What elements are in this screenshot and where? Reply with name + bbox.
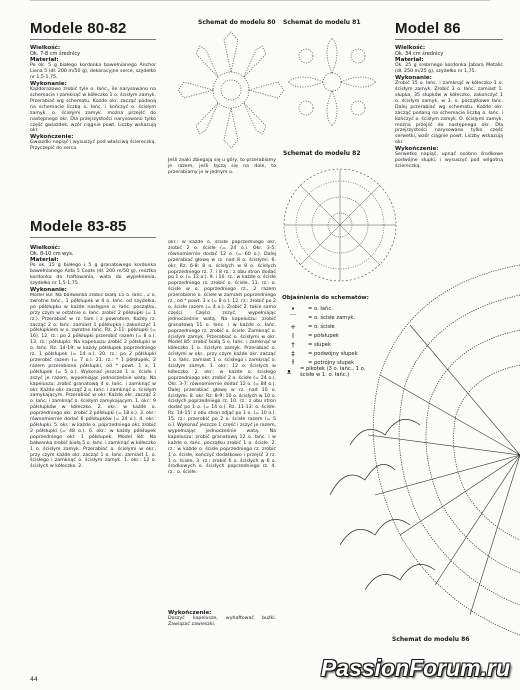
legend-symbol-icon: ⫲ [291,358,295,366]
finish-text: Doszyć kapelusze, wyhaftować buźki. Zawiązać zawieszki. [168,616,276,627]
size-text: Ok. 7-8 cm średnicy [30,51,81,57]
work-text: Każdorazowo zrobić tyle o. łańc., ile narysowano na schemacie i zamknąć w kółeczko 1 o. ścisłym zamyk. Przerabiać wg schematu. Każde okr. zacząć podaną na schemacie liczbą o. łańc. i kończyć o. ścisłym zamyk. o. ścisłymi zamyk. można przejść do następnego okr. Dla przejrzystości narysowano tylko część gwiazdek, wzór ciągnie powt. Liczby wskazują okr. [30,87,156,134]
material-text: Po ok. 5 g białego kordonka bawełnianego Anchor Liana 5 (dł. 200 m/50 g), dekoracyjne serce, szydełko nr 1,5-1,75. [30,63,156,81]
legend-symbol-icon: ⌒ [289,313,297,322]
size-text: Ok. 34 cm średnicy [395,51,444,57]
size-label: Wielkość: [395,45,426,51]
legend-symbol-icon: ᴥ [286,367,292,376]
section-model-80-82 [30,20,156,152]
heading-rule [30,237,156,238]
legend-text: = półsłupek [308,332,339,339]
material-label: Materiał: [395,57,424,64]
schema-86-diagram [270,255,520,650]
size-label: Wielkość: [30,245,61,251]
legend-text: = potrójny słupek [308,359,355,366]
top-rule [30,0,490,1]
finish-text: Serwetkę napiąć, upnąć osobno środkowe podwójne słupki, i wysuszyć pod wilgotną ściereczką. [395,152,503,169]
legend-symbol-icon: + [290,322,296,331]
legend-text: = słupek [308,341,331,348]
legend-text: = podwójny słupek [308,350,358,357]
material-text: Ok. 25 g srebrnego kordonka Jabara Metalic (dł. 250 m/25 g), szydełko nr 1,75. [395,63,503,75]
finish-label: Wykończenie: [168,610,212,616]
work-text: Zrobić 15 o. łańc. i zamknąć w kółeczko 1 o. ścisłym zamyk. Zrobić 3 o. łańc. zamiast 1. słupka, 35 słupków w kółeczko, zakończyć 1 o. ścisłym zamyk. w 3. o. początkowe łańc. Dalej przerabiać wg schematu. Każde okr. zacząć podaną na schemacie liczbą o. łańc. i kończyć o. ścisłym zamyk. O. ścisłymi zamyk. można przejść do następnego okr. Dla przejrzystości narysowano tylko część serwetki, wzór ciągnie powt. Liczby wskazują okr. [395,81,503,146]
watermark-logo: PassionForum.ru [320,655,510,681]
caption-schema-86: Schemat do modelu 86 [392,636,470,643]
legend-title: Objaśnienia do schematów: [282,295,369,301]
legend-text: = o. ścisłe zamyk. [308,314,356,321]
heading-model-80-82: Modele 80-82 [30,20,127,37]
caption-schema-82: Schemat do modelu 82 [283,150,361,157]
legend-symbol-icon: ‡ [291,349,295,358]
section-model-83-85 [30,218,156,633]
material-label: Materiał: [30,257,59,264]
section-model-83-85-cont [168,240,276,628]
work-label: Wykonanie: [30,287,67,294]
mid-note: Jeśli znaki zbiegają się u góry, to przerabiamy je razem, jeśli łączą się na dole, to przerabiamy je w jednym o. [168,158,276,175]
legend-text: = o. ścisłe [308,323,335,330]
legend-symbol-icon: • [290,304,296,313]
finish-label: Wykończenie: [30,134,74,141]
heading-model-83-85: Modele 83-85 [30,218,127,235]
page-number: 44 [30,676,38,683]
work-text-col1: Model 83: Na ballwanka zrobić białą 15 o. łańc., 2 o. zwrotne łańc., 1 półsłupek w 4 o. łańc. od szydełka, po półsłupku w każde następne o. łańc. początku, przy czym w ostatnie o. łańc. zrobić 2 półsłupki (= 1 rz.). Przerabiać w rz. tam i z powrotem. Każdy rz. zacząć 2 o. łańc. zamiast 1 półsłupka i zakończyć 1 półsłupkiem w o. zwrotne łańc. Rz. 2-11: półsłupki (= 16). 12. rz.: po 2 półsłupki przerobić razem (= 8 o.). 13. rz.: półsłupki. Na kapeluszu zrobić 2 półsłupki w o. łańc. Rz. 14-19: w każdy półsłupek poprzedniego rz. 1 półsłupek (= 14 o.). 20. rz.: po 2 półsłupki przerobić razem (= 7 o.). 21. rz.: * 1 półsłupek, 2 razem przerobione półsłupki, od * powt. 1 x, 1 półsłupek (= 5 o.). Wykonać jeszcze 1 o. ścisłe i zszyć je razem, wypełniając jednocześnie watą. Na kapeluszu: zrobić granatową 4 o. łańc. i zamknąć w okr. Każde okr. zacząć 2 o. łańc. i zamknąć o. ścisłym zamykającym. Przerabiać w okr. Każde okr. zacząć 2 o. łańc. i zamknąć o. ścisłym zamykającym. 1. okr.: 9 półsłupków w kółeczko. 2. okr.: w każde o. poprzedniego okr. zrobić 2 półsłupki (= 18 o.). 3. okr.: równomiernie dodać 6 półsłupków (= 24 o.). 4. okr.: półsłupki. 5. okr.: w każde o. poprzedniego okr. zrobić 2 półsłupki (= 48 o.). 6. okr.: w każdy półsłupek poprzedniego okr. 1 półsłupek. Model 84: Na bałwanka zrobić białą 5 o. łańc. i zamknąć w kółeczko 1 o. ścisłym zamyk. Przerabiać o. ścisłymi w okr., przy czym każde okr. zacząć 1 o. łańc. zamiast 1. o. ścisłego i zamknąć o. ścisłym zamyk. 1. okr.: 12 o. ścisłych w kółeczko. 2. [30,293,156,470]
schema-81-diagram [282,30,382,135]
legend-text: = pikotek (3 o. łańc., 1 o. ścisłe w 1. o. łańc.) [299,365,366,378]
legend-symbol-icon: † [291,340,295,349]
caption-schema-80: Schemat do modelu 80 [198,19,276,26]
legend-symbol-icon: Ⅰ [291,331,295,340]
material-text: Po ok. 15 g białego i 5 g granatowego kordonka bawełnianego Aida 5 Coats (dł. 200 m/50 g), resztka kordonka do haftowania, wata do wypełnienia, szydełko nr 1,5-1,75. [30,263,156,287]
legend-text: = o. łańc. [308,305,333,312]
heading-rule [395,39,503,40]
work-text-col2: okr.: w każde o. ścisłe poprzedniego okr. zrobić 2 o. ścisłe (= 24 o.). Okr. 3-5: równomiernie dodać 12 o. (= 60 o.). Dalej przerabiać głowę w rz. nad 8 o. ścisłymi. 6. okr. Rz. 6-8: 8 o. ścisłych w 8 o. ścisłych poprzedniego rz. 7. i 8 rz.: z obu stron dodać po 1 o. (= 12 o.). 9. i 10. rz.: w każde o. ścisłe poprzedniego rz. zrobić o. ścisłe. 11. rz.: o. ścisłe w o. poprzedniego rz., 2 razem przerobione o. ścisłe w zamiast poprzedniego rz., od * powt. 3 x (= 8 o.). 12. rz.: zrobić po 2 o. ścisłe razem (= 4 o.). Zrobić 2. takie samo części. Części zszyć, wypełniając jednocześnie watą. Na kapeluszu: zrobić granatową 11 o. łańc. i w każde o. łańc. poprzedniego rz. zrobić o. ścisłe. Zamknąć o. ścisłym zamyk. Przerabiać o. ścisłymi w okr. Model 85: zrobić białą 5 o. łańc. i zamknąć w kółeczko 1 o. ścisłym zamyk. Przerabiać o. ścisłymi w okr., przy czym każde okr. zacząć 1 o. łańc. zamiast 1 o. ścisłego i zamknąć o. ścisłym zamyk. 1. okr.: 12 o. ścisłych w kółeczko. 2. okr.: w każde o. ścisłego poprzedniego okr. zrobić 2 o. ścisłe (= 24 o.). Okr. 3-7: równomiernie dodać 12 o. (= 84 o.). Dalej przerabiać głowę w rz. nad 10 o. ścisłymi. 8. okr. Rz. 8-9: 10 o. ścisłych w 10 o. ścisłych poprzedniego rz. 10. rz.: z obu stron dodać po 1 o. (= 14 o.). Rz. 11-13: o. ścisłe. Rz. 14-15: z obu stron zdjąć po 1 o. (= 10 o.). 15. rz.: przerobić po 2 o. ścisłe razem (= 5 o.). Wykonać jeszcze 1 część i zszyć je razem, wypełniając jednocześnie watą. Na kapeluszu: zrobić granatową 12 o. łańc. i w każde o. łańc. początku zrobić 1 o. ścisłe. 2. rz.: w każde o. ścisłe poprzedniego rz. zrobić 1 o. ścisłe, kończyć dodatkowo i przejść 3 rz. 1 o. ścisłe. 3. rz.: zrobić 6 o. ścisłych w 6 o. środkowych o. ścisłych poprzedniego rz. 4. rz.: o. ścisłe. [168,240,276,476]
work-label: Wykonanie: [395,75,432,82]
caption-schema-81: Schemat do modelu 81 [283,19,361,26]
heading-model-86: Model 86 [395,20,461,37]
finish-text: Gwiazdki napiąć i wysuszyć pod właściwą ściereczką. Przyczepić do serca. [30,140,156,152]
material-label: Materiał: [30,57,59,64]
heading-rule [30,39,156,40]
section-model-86 [395,20,503,170]
size-label: Wielkość: [30,45,61,51]
finish-label: Wykończenie: [395,146,439,153]
size-text: Ok. 8-10 cm wys. [30,251,74,257]
work-label: Wykonanie: [30,81,67,88]
schema-80-diagram [176,30,286,150]
